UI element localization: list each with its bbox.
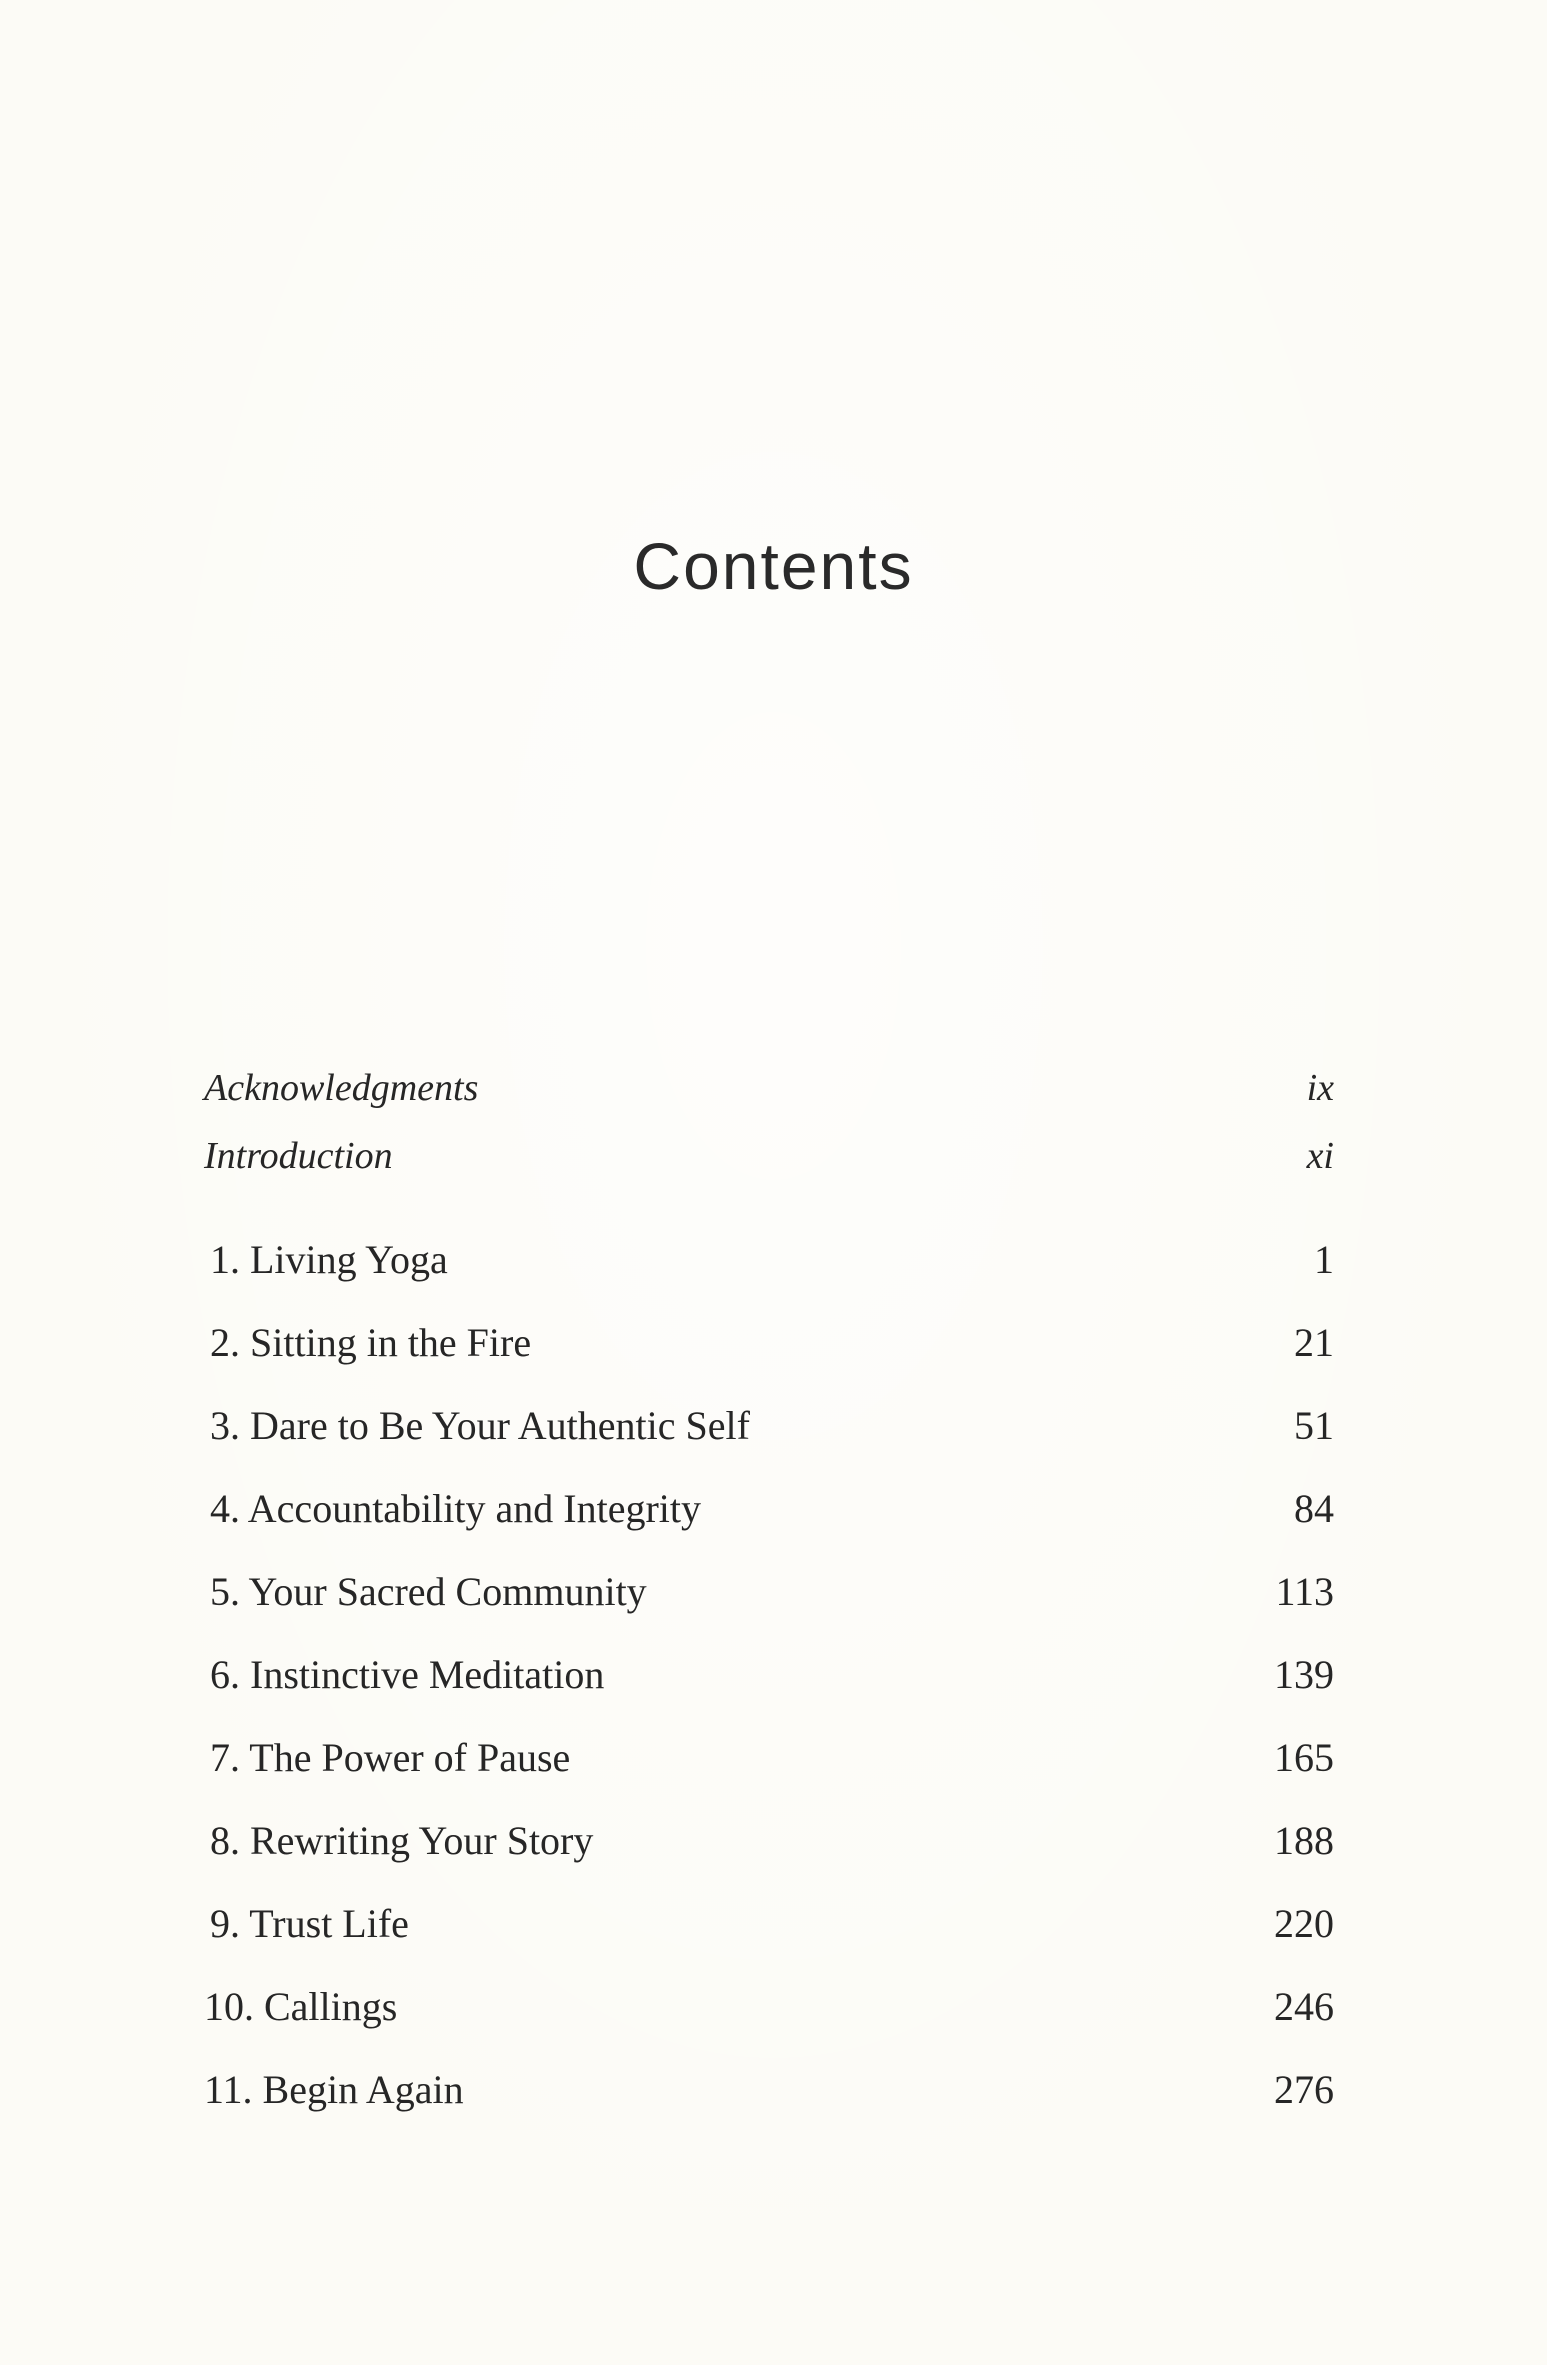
toc-entry-chapter-9 bbox=[204, 1896, 1334, 1952]
toc-entry-chapter-4 bbox=[204, 1481, 1334, 1537]
toc-entry-label: 11. Begin Again bbox=[204, 2067, 464, 2112]
toc-entry-chapter-2 bbox=[204, 1315, 1334, 1371]
toc-entry-introduction bbox=[204, 1128, 1334, 1184]
toc-entry-page: 165 bbox=[1274, 1735, 1334, 1780]
toc-entry-label: 4. Accountability and Integrity bbox=[210, 1486, 701, 1531]
toc-entry-chapter-10 bbox=[204, 1979, 1334, 2035]
toc-entry-label: Introduction bbox=[204, 1135, 393, 1177]
toc-entry-chapter-5 bbox=[204, 1564, 1334, 1620]
toc-entry-label: 8. Rewriting Your Story bbox=[210, 1818, 594, 1863]
toc-entry-page: 220 bbox=[1274, 1901, 1334, 1946]
toc-entry-chapter-7 bbox=[204, 1730, 1334, 1786]
toc-entry-page: 21 bbox=[1294, 1320, 1334, 1365]
toc-entry-label: 1. Living Yoga bbox=[210, 1237, 448, 1282]
toc-entry-label: 3. Dare to Be Your Authentic Self bbox=[210, 1403, 750, 1448]
toc-entry-chapter-3 bbox=[204, 1398, 1334, 1454]
toc-entry-page: 1 bbox=[1314, 1237, 1334, 1282]
toc-entry-chapter-8 bbox=[204, 1813, 1334, 1869]
toc-entry-chapter-1 bbox=[204, 1232, 1334, 1288]
toc-entry-label: 10. Callings bbox=[204, 1984, 398, 2029]
toc-entry-chapter-11 bbox=[204, 2062, 1334, 2118]
toc-entry-page: 51 bbox=[1294, 1403, 1334, 1448]
toc-entry-page: 84 bbox=[1294, 1486, 1334, 1531]
toc-entry-page: 139 bbox=[1274, 1652, 1334, 1697]
toc-entry-page: ix bbox=[1306, 1067, 1334, 1109]
toc-entry-label: Acknowledgments bbox=[204, 1067, 479, 1109]
toc-entry-page: 188 bbox=[1274, 1818, 1334, 1863]
toc-entry-page: xi bbox=[1306, 1135, 1334, 1177]
toc-entry-acknowledgments bbox=[204, 1060, 1334, 1116]
toc-entry-label: 2. Sitting in the Fire bbox=[210, 1320, 532, 1365]
toc-entry-label: 6. Instinctive Meditation bbox=[210, 1652, 605, 1697]
toc-entry-label: 5. Your Sacred Community bbox=[210, 1569, 647, 1614]
toc-entry-label: 9. Trust Life bbox=[210, 1901, 409, 1946]
toc-entry-chapter-6 bbox=[204, 1647, 1334, 1703]
toc-entry-label: 7. The Power of Pause bbox=[210, 1735, 571, 1780]
toc-entry-page: 113 bbox=[1275, 1569, 1334, 1614]
toc-entry-page: 276 bbox=[1274, 2067, 1334, 2112]
toc-entry-page: 246 bbox=[1274, 1984, 1334, 2029]
page-title: Contents bbox=[633, 529, 914, 603]
